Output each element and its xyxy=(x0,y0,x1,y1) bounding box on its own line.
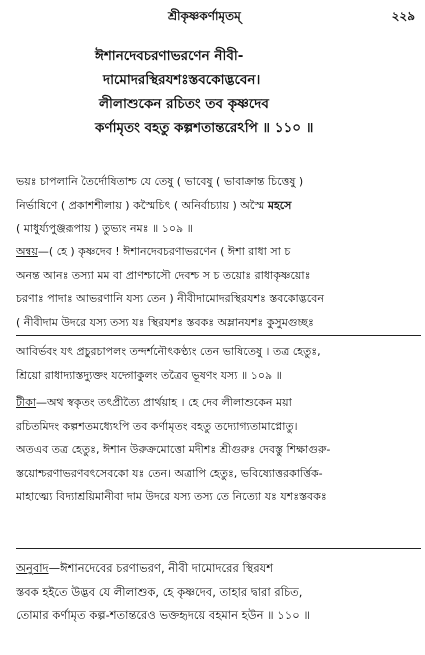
tika-line-5: মাহাত্ম্যে বিদ্যাশ্রয়িমানীবা দাম উদরে যস্য তস্য তে নিত্যো যঃ যশঃস্তবকঃ xyxy=(16,490,327,503)
anvaya-line-3: চরণাঃ পাদাঃ আভরণানি যস্য তেন ) নীবীদামোদরস্থিরযশঃ স্তবকোদ্ভবেন xyxy=(16,292,324,305)
commentary2-line-2: শ্রিয়ো রাধাদ্যাস্তদ্যুক্তং যদ্গোকুলং তত্ৰৈব ভূষণং যস্য ॥ ১০৯ ॥ xyxy=(16,368,282,382)
verse-line-4: কর্ণামৃতং বহতু কল্পশতান্তরেঽপি ॥ ১১০ ॥ xyxy=(95,120,314,136)
tika-line-3: অতএব তত্র হেতুঃ, ঈশান উরুক্রমোত্তো মদীশঃ শ্রীগুরুঃ দেবস্তু শিক্ষাগুরু- xyxy=(16,443,331,456)
commentary2-line-1: আবির্ভবং যৎ প্রচুরচাপলং তন্দর্শনৌৎকণ্ঠ্যং তেন ভাষিতেষু । তত্র হেতুঃ, xyxy=(16,345,321,358)
section-divider xyxy=(16,548,421,549)
anvaya-block xyxy=(16,240,421,334)
anuvad-line-1-text: —ঈশানদেবের চরণাভরণ, নীবী দামোদরের স্থিরযশ xyxy=(48,561,274,575)
tika-line-1 xyxy=(16,391,421,415)
anvaya-line-2: অনন্ত আনঃ তস্যা মম বা প্রাণশ্চাসৌ দেবশ্চ স চ তয়োঃ রাধাকৃষ্ণয়োঃ xyxy=(16,268,311,282)
anvaya-line-1-text: —( হে ) কৃষ্ণদেব ! ঈশানদেবচরণাভরণেন ( ঈশা রাধা সা চ xyxy=(37,245,291,258)
running-title: শ্রীকৃষ্ণকর্ণামৃতম্ xyxy=(168,9,241,23)
tika-block xyxy=(16,391,421,509)
commentary-footnote xyxy=(16,340,421,387)
tika-label: টীকা xyxy=(16,396,37,409)
anvaya-line-1 xyxy=(16,240,421,264)
commentary-line-2-bold: মহসে xyxy=(267,198,292,212)
anuvad-line-2: স্তবক হইতে উদ্ভব যে লীলাশুক, হে কৃষ্ণদেব, তাহার দ্বারা রচিত, xyxy=(16,584,303,599)
tika-line-2: রচিতমিদং কল্পশতমধ্যেঽপি তব কর্ণামৃতং বহতু তদ্যোগ্যতামাপ্নোতু। xyxy=(16,419,298,433)
verse-line-3: লীলাশুকেন রচিতং তব কৃষ্ণদেব xyxy=(99,96,269,112)
anuvad-line-3: তোমার কর্ণামৃত কল্প-শতান্তরেও ভক্তহৃদয়ে বহমান হউন ॥ ১১০ ॥ xyxy=(16,608,310,622)
commentary-continued xyxy=(16,170,421,241)
commentary-line-2-text: নির্ভাষিণে ( প্রকাশশীলায় ) কস্মৈচিৎ ( অনির্বাচ্যায় ) অস্মৈ xyxy=(16,198,265,212)
verse-block xyxy=(95,44,425,140)
anuvad-line-1 xyxy=(16,557,421,581)
commentary-line-2 xyxy=(16,194,421,218)
commentary-line-3: ( মাধুর্য্যপুঞ্জরূপায় ) তুভ্যং নমঃ ॥ ১০৯ ॥ xyxy=(16,222,193,235)
anvaya-line-4: ( নীবীদাম উদরে যস্য তস্য যঃ স্থিরযশঃ স্তবকঃ অম্লানযশঃ কুসুমগুচ্ছঃ xyxy=(16,315,314,329)
commentary-line-1: ভয়ঃ চাপলানি তৈর্দোষিতাশ্চ যে তেষু ( ভাবেষু ( ভাবাক্রান্ত চিত্তেষু ) xyxy=(16,175,304,188)
page-number: ২২৯ xyxy=(391,9,415,23)
page-header xyxy=(0,6,425,28)
verse-line-2: দামোদরস্থিরযশঃস্তবকোদ্ভবেন। xyxy=(103,72,261,88)
anuvad-label: অনুবাদ xyxy=(16,561,49,575)
verse-line-1: ঈশানদেবচরণাভরণেন নীবী- xyxy=(95,48,244,64)
anvaya-label: অন্বয় xyxy=(16,245,38,258)
tika-line-1-text: —অথ স্বকৃতং তৎপ্রীত্যৈ প্রার্থয়াহ । হে দেব লীলাশুকেন ময়া xyxy=(36,396,292,409)
tika-line-4: স্তয়োশ্চরণাভরণবৎসেবকো যঃ তেন। অত্রাপি হেতুঃ, ভবিষ্যোত্তরকার্ত্তিক- xyxy=(16,466,323,480)
section-divider xyxy=(16,335,421,336)
anuvad-block xyxy=(16,557,421,628)
